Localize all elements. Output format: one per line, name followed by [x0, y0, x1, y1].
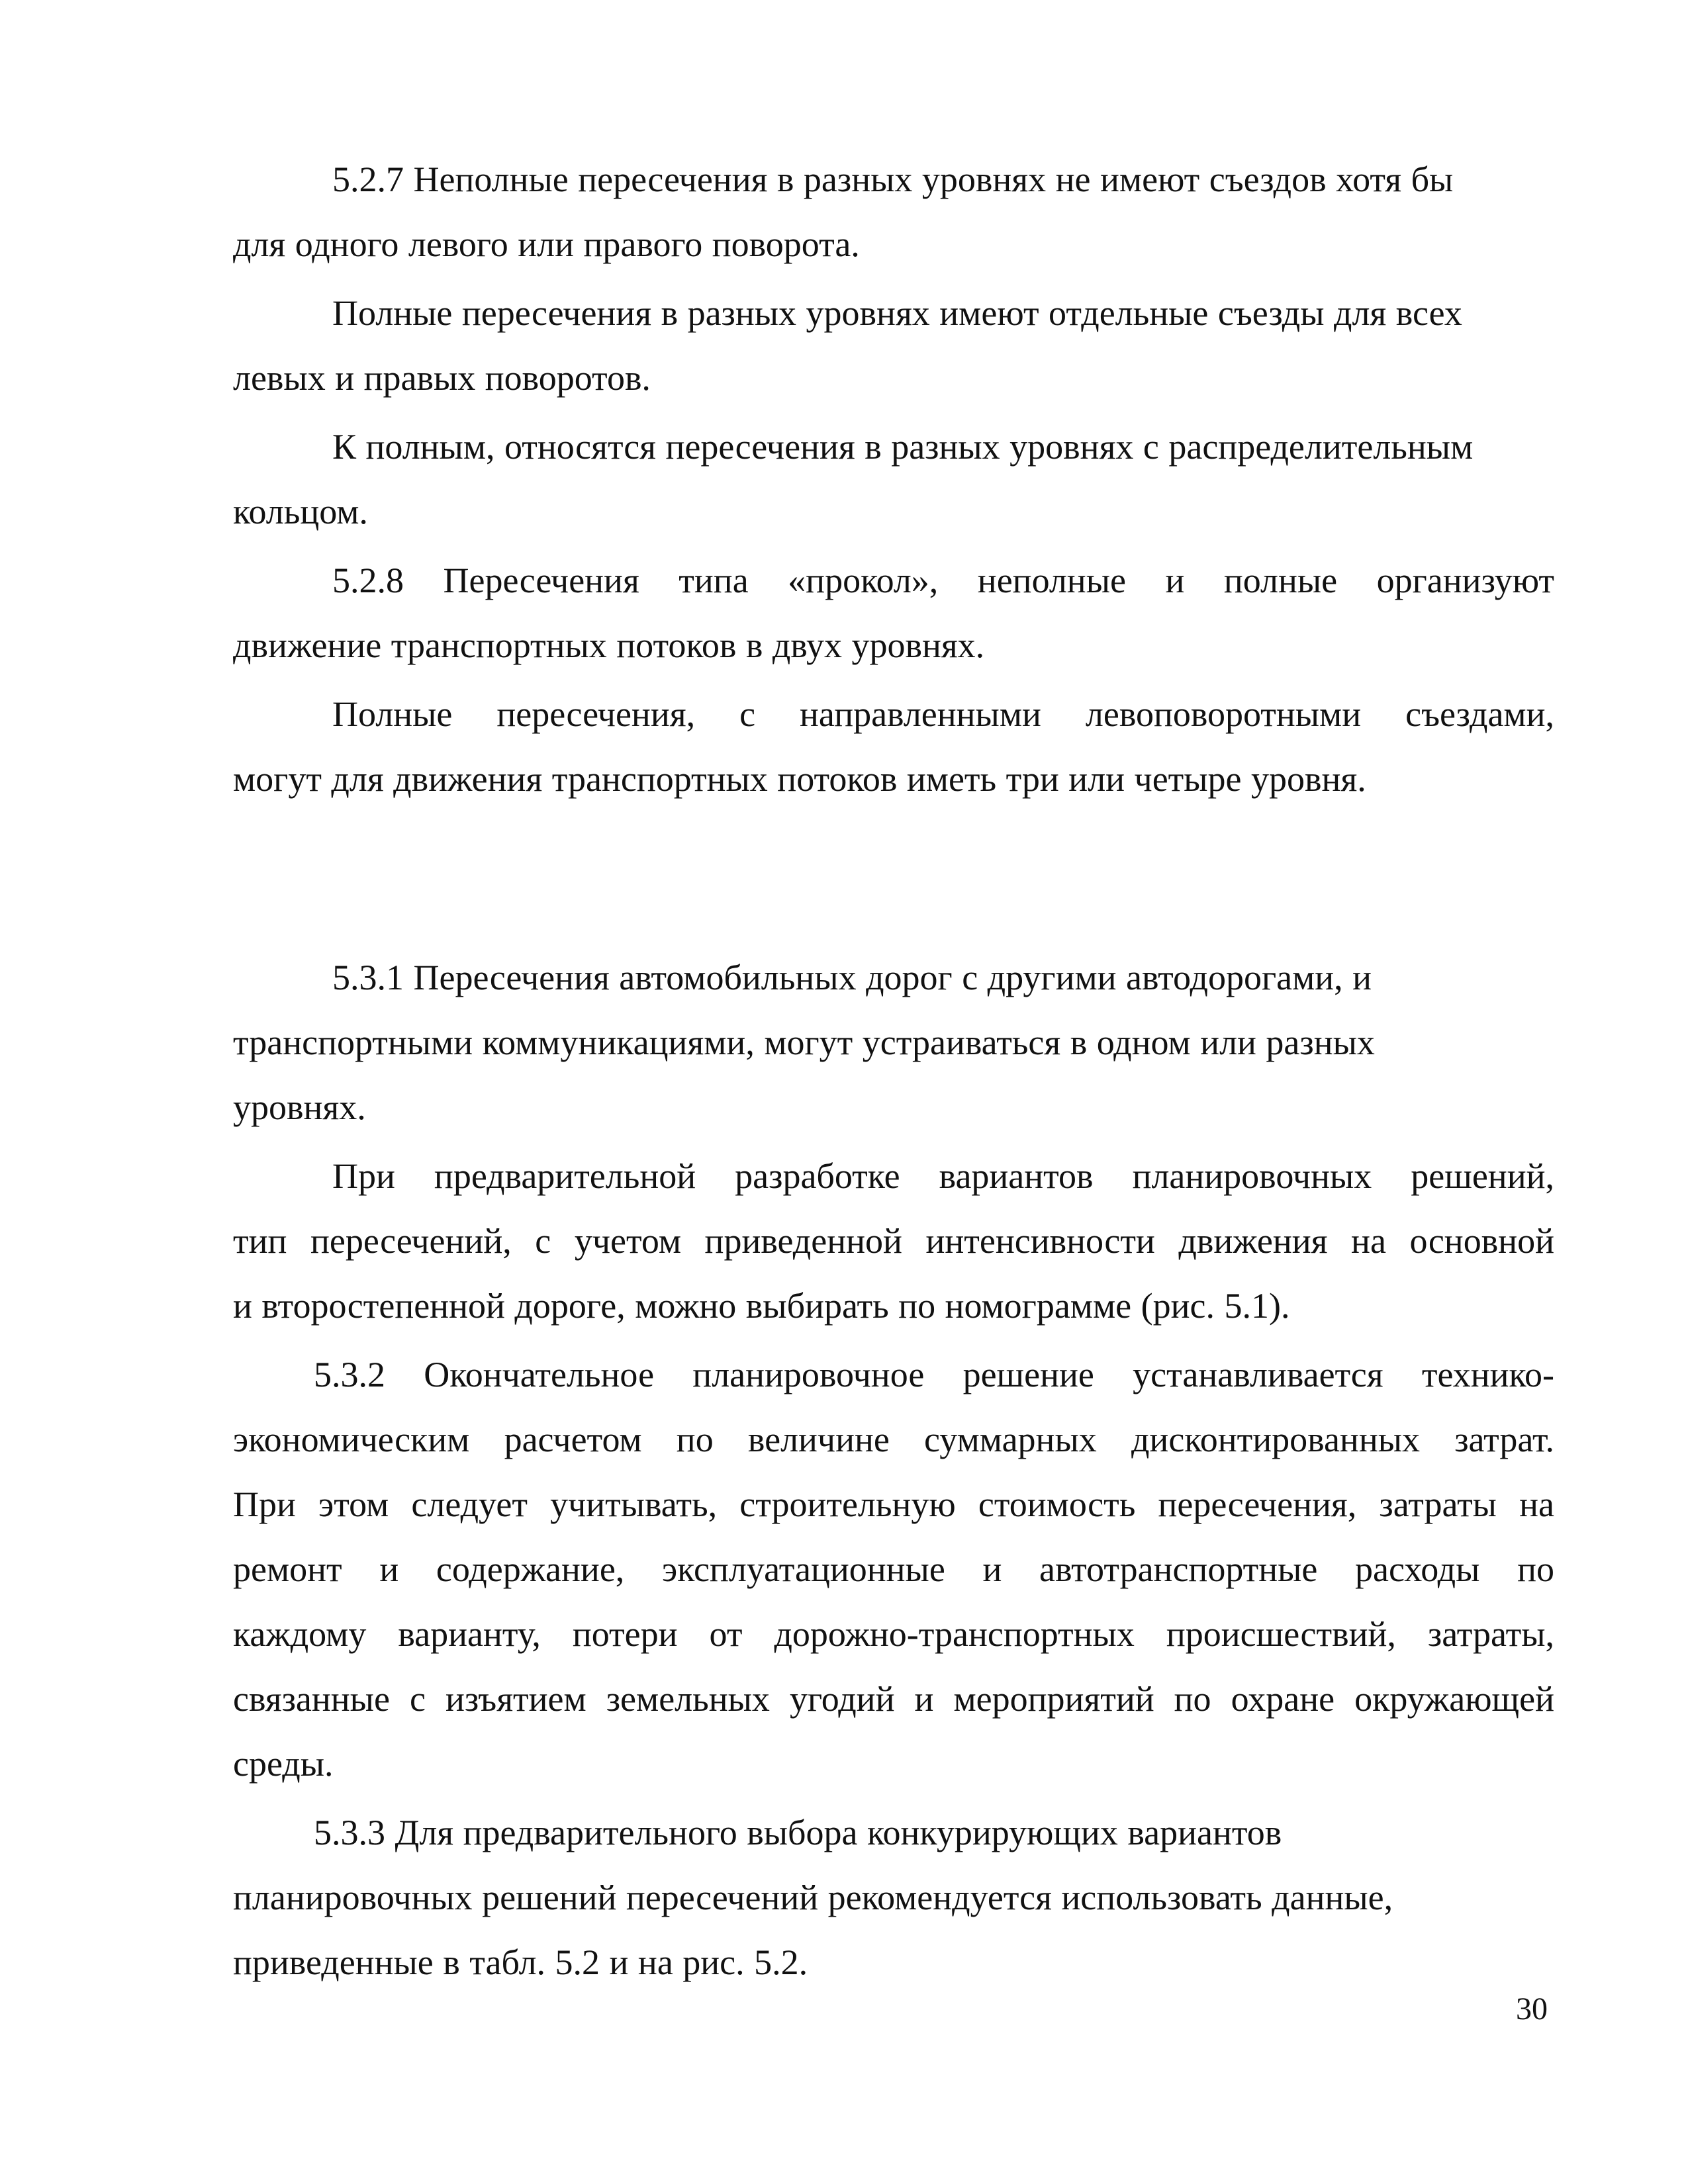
text-line: тип пересечений, с учетом приведенной интенсивности движения на основной: [233, 1221, 1554, 1261]
text-line: Полные пересечения в разных уровнях имеют отдельные съезды для всех: [332, 293, 1462, 333]
paragraph-levels: [233, 682, 1554, 811]
text-line: экономическим расчетом по величине суммарных дисконтированных затрат.: [233, 1420, 1554, 1459]
paragraph-5-3-1: [233, 945, 1554, 1140]
text-line: движение транспортных потоков в двух уровнях.: [233, 625, 985, 665]
section-heading-5-3: [233, 815, 1554, 945]
text-line: 5.2.8 Пересечения типа «прокол», неполные и полные организуют: [332, 561, 1554, 600]
paragraph-5-3-3: [233, 1800, 1554, 1995]
text-line: уровнях.: [233, 1087, 366, 1127]
text-line: К полным, относятся пересечения в разных уровнях с распределительным: [332, 427, 1474, 467]
text-line: 5.3.3 Для предварительного выбора конкурирующих вариантов: [314, 1813, 1282, 1852]
text-line: кольцом.: [233, 492, 368, 531]
paragraph-ring: [233, 414, 1554, 544]
text-line: связанные с изъятием земельных угодий и мероприятий по охране окружающей: [233, 1679, 1554, 1719]
heading-line: [233, 880, 1554, 945]
text-line: При этом следует учитывать, строительную стоимость пересечения, затраты на: [233, 1484, 1554, 1524]
text-line: транспортными коммуникациями, могут устраиваться в одном или разных: [233, 1023, 1375, 1062]
text-line: могут для движения транспортных потоков иметь три или четыре уровня.: [233, 759, 1366, 799]
text-line: приведенные в табл. 5.2 и на рис. 5.2.: [233, 1942, 808, 1982]
document-page: [233, 147, 1554, 1995]
text-line: каждому варианту, потери от дорожно-транспортных происшествий, затраты,: [233, 1614, 1554, 1654]
text-line: ремонт и содержание, эксплуатационные и автотранспортные расходы по: [233, 1549, 1554, 1589]
text-line: среды.: [233, 1744, 334, 1784]
paragraph-5-3-2: [233, 1342, 1554, 1796]
text-line: 5.2.7 Неполные пересечения в разных уровнях не имеют съездов хотя бы: [332, 159, 1454, 199]
paragraph-5-2-7: [233, 147, 1554, 277]
text-line: для одного левого или правого поворота.: [233, 224, 860, 264]
text-line: левых и правых поворотов.: [233, 358, 651, 398]
text-line: При предварительной разработке вариантов планировочных решений,: [332, 1156, 1554, 1196]
text-line: 5.3.2 Окончательное планировочное решение устанавливается технико-: [314, 1355, 1554, 1394]
paragraph-preliminary: [233, 1144, 1554, 1338]
text-line: и второстепенной дороге, можно выбирать по номограмме (рис. 5.1).: [233, 1286, 1290, 1326]
paragraph-full-intersections: [233, 281, 1554, 410]
heading-line: [233, 815, 1554, 880]
page-number: 30: [1516, 1991, 1548, 2026]
text-line: планировочных решений пересечений рекомендуется использовать данные,: [233, 1878, 1393, 1917]
text-line: 5.3.1 Пересечения автомобильных дорог с другими автодорогами, и: [332, 958, 1372, 997]
text-line: Полные пересечения, с направленными левоповоротными съездами,: [332, 694, 1554, 734]
paragraph-5-2-8: [233, 548, 1554, 678]
